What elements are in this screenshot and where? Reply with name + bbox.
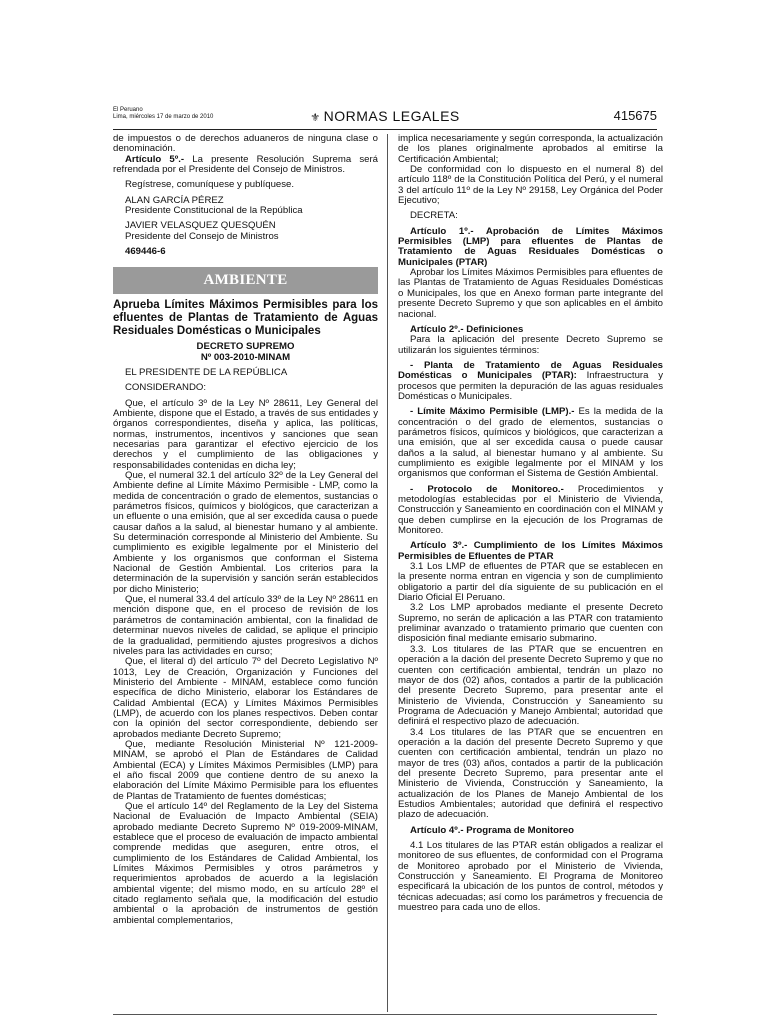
article-heading: Artículo 4º.- Programa de Monitoreo [410,824,574,836]
paragraph: Para la aplicación del presente Decreto Supremo se utilizarán los siguientes términos: [398,334,663,356]
content-columns [113,133,664,1012]
left-column [113,134,378,926]
article-heading: Artículo 3º.- Cumplimiento de los Límites Máximos Permisibles de Efluentes de PTAR [398,540,663,562]
section-title: NORMAS LEGALES [323,108,460,124]
header-title [113,108,657,124]
issuer: EL PRESIDENTE DE LA REPÚBLICA [125,366,288,378]
paragraph: Aprobar los Límites Máximos Permisibles para efluentes de las Plantas de Tratamiento de Aguas Residuales Domésticas o Municipales, los que en Anexo forman parte integrante del presente Decreto Supremo y que son aplicables en el ámbito nacional. [398,267,663,320]
signatory-title: Presidente Constitucional de la República [125,205,303,217]
definition: - Planta de Tratamiento de Aguas Residuales Domésticas o Municipales (PTAR): Infraestructura y procesos que permiten la depuración de las aguas residuales Domésticas o Municipales. [398,359,663,402]
column-divider [387,134,388,1012]
paragraph: Que, el numeral 32.1 del artículo 32º de la Ley General del Ambiente define al Límite Máximo Permisible - LMP, como la medida de concentración o grado de elementos, sustancias o parámetros físicos, químicos y biológicos, que caracterizan a un efluente o una emisión, que al ser excedida causa o puede causar daños a la salud, al bienestar humano y al ambiente. Su determinación corresponde al Ministerio del Ambiente. Su cumplimiento es exigible legalmente por el Ministerio del Ambiente y los organismos que conforman el Sistema Nacional de Gestión Ambiental. Los criterios para la determinación de la supervisión y sanción serán establecidos por dicho Ministerio; [113,470,378,595]
bottom-rule [113,1014,657,1015]
paragraph: 3.2 Los LMP aprobados mediante el presente Decreto Supremo, no serán de aplicación a las PTAR con tratamiento preliminar avanzado o tratamiento primario que cuenten con disposición final mediante emisario submarino. [398,602,663,645]
paragraph: Que el artículo 14º del Reglamento de la Ley del Sistema Nacional de Evaluación de Impacto Ambiental (SEIA) aprobado mediante Decreto Supremo Nº 019-2009-MINAM, establece que el proceso de evaluación de impacto ambiental comprende medidas que aseguren, entre otros, el cumplimiento de los Estándares de Calidad Ambiental, los Límites Máximos Permisibles y otros parámetros y requerimientos aprobados de acuerdo a la legislación ambiental vigente; del mismo modo, en su artículo 28º el citado reglamento señala que, la modificación del estudio ambiental o la aprobación de instrumentos de gestión ambiental complementarios, [113,801,378,926]
newspaper-name: El Peruano [113,107,143,113]
paragraph: De conformidad con lo dispuesto en el numeral 8) del artículo 118º de la Constitución Política del Perú, y el numeral 3 del artículo 11º de la Ley Nº 29158, Ley Orgánica del Poder Ejecutivo; [398,164,663,207]
decree-type: DECRETO SUPREMO [196,341,295,353]
decree-number: Nº 003-2010-MINAM [200,351,291,363]
paragraph: 4.1 Los titulares de las PTAR están obligados a realizar el monitoreo de sus efluentes, de conformidad con el Programa de Monitoreo aprobado por el Ministerio de Vivienda, Construcción y Saneamiento. El Programa de Monitoreo especificará la ubicación de los puntos de control, métodos y técnicas adecuadas; así como los parámetros y frecuencia de muestreo para cada uno de ellos. [398,840,663,914]
considerando-heading: CONSIDERANDO: [125,382,207,394]
publication-code: 469446-6 [125,246,166,258]
paragraph: Que, el literal d) del artículo 7º del Decreto Legislativo Nº 1013, Ley de Creación, Organización y Funciones del Ministerio del Ambiente - MINAM, establece como función específica de dicho Ministerio, elaborar los Estándares de Calidad Ambiental (ECA) y Límites Máximos Permisibles (LMP), de acuerdo con los planes respectivos. Deben contar con la opinión del sector correspondiente, debiendo ser aprobados mediante Decreto Supremo; [113,656,378,740]
paragraph: Que, el artículo 3º de la Ley Nº 28611, Ley General del Ambiente, dispone que el Estado, a través de sus entidades y órganos correspondientes, diseña y aplica, las políticas, normas, instrumentos, incentivos y sanciones que sean necesarias para garantizar el efectivo ejercicio de los derechos y el cumplimiento de las obligaciones y responsabilidades contenidas en dicha ley; [113,397,378,471]
page-number: 415675 [613,108,657,123]
article-heading: Artículo 1º.- Aprobación de Límites Máximos Permisibles (LMP) para efluentes de Plantas de Tratamiento de Aguas Residuales Domésticas o Municipales (PTAR) [398,225,663,268]
paragraph: implica necesariamente y según corresponda, la actualización de los planes originalmente aprobados al emitirse la Certificación Ambiental; [398,133,663,165]
norm-title: Aprueba Límites Máximos Permisibles para los efluentes de Plantas de Tratamiento de Aguas Residuales Domésticas o Municipales [113,299,378,337]
section-banner: AMBIENTE [113,267,378,294]
closing-formula: Regístrese, comuníquese y publíquese. [125,179,295,191]
paragraph: 3.1 Los LMP de efluentes de PTAR que se establecen en la presente norma entran en vigencia y son de cumplimiento obligatorio a partir del día siguiente de su publicación en el Diario Oficial El Peruano. [398,561,663,604]
definition: - Límite Máximo Permisible (LMP).- Es la medida de la concentración o del grado de elementos, sustancias o parámetros físicos, químicos y biológicos, que caracterizan a una emisión, que al ser excedida causa o puede causar daños a la salud, al bienestar humano y al ambiente. Su cumplimiento es exigible legalmente por el MINAM y los organismos que conforman el Sistema de Gestión Ambiental. [398,406,664,480]
paragraph: Artículo 5º.- La presente Resolución Suprema será refrendada por el Presidente del Consejo de Ministros. [113,153,378,176]
article-heading: Artículo 2º.- Definiciones [410,323,524,335]
paragraph: 3.4 Los titulares de las PTAR que se encuentren en operación a la dación del presente Decreto Supremo y que cuenten con certificación ambiental, tendrán un plazo no mayor de tres (03) años, contados a partir de la publicación del presente Decreto Supremo, para presentar ante el Ministerio de Vivienda, Construcción y Saneamiento, la actualización de los Planes de Manejo Ambiental de los Estudios Ambientales; autoridad que definirá el respectivo plazo de adecuación. [398,726,663,821]
issue-date: Lima, miércoles 17 de marzo de 2010 [113,114,214,120]
signatory-name: JAVIER VELASQUEZ QUESQUÉN [125,220,276,232]
newspaper-page [113,107,664,926]
decreta-heading: DECRETA: [410,210,458,222]
signatory-name: ALAN GARCÍA PÉREZ [125,194,224,206]
paragraph: 3.3. Los titulares de las PTAR que se encuentren en operación a la dación del presente Decreto Supremo y que no cuenten con certificación ambiental, tendrán un plazo no mayor de dos (02) años, contados a partir de la publicación del presente Decreto Supremo, para presentar ante el Ministerio de Vivienda, Construcción y Saneamiento su Programa de Adecuación y Manejo Ambiental; autoridad que definirá el respectivo plazo de adecuación. [398,643,663,728]
definition: - Protocolo de Monitoreo.- Procedimientos y metodologías establecidas por el Ministerio de Vivienda, Construcción y Saneamiento en coordinación con el MINAM y que deben cumplirse en la ejecución de los Programas de Monitoreo. [398,483,663,537]
right-column [398,134,663,913]
paragraph: de impuestos o de derechos aduaneros de ninguna clase o denominación. [113,133,378,155]
paragraph: Que, mediante Resolución Ministerial Nº 121-2009-MINAM, se aprobó el Plan de Estándares de Calidad Ambiental (ECA) y Límites Máximos Permisibles (LMP) para el año fiscal 2009 que contiene dentro de su anexo la elaboración del Límite Máximo Permisible para los efluentes de Plantas de Tratamiento de fuentes domésticas; [113,738,378,802]
signatory-title: Presidente del Consejo de Ministros [125,230,279,242]
paragraph: Que, el numeral 33.4 del artículo 33º de la Ley Nº 28611 en mención dispone que, en el proceso de revisión de los parámetros de contaminación ambiental, con la finalidad de determinar nuevos niveles de calidad, se aplique el principio de la gradualidad, permitiendo ajustes progresivos a dichos niveles para las actividades en curso; [113,594,378,657]
page-header [113,107,657,130]
coat-of-arms-icon: ⚜ [310,112,321,124]
